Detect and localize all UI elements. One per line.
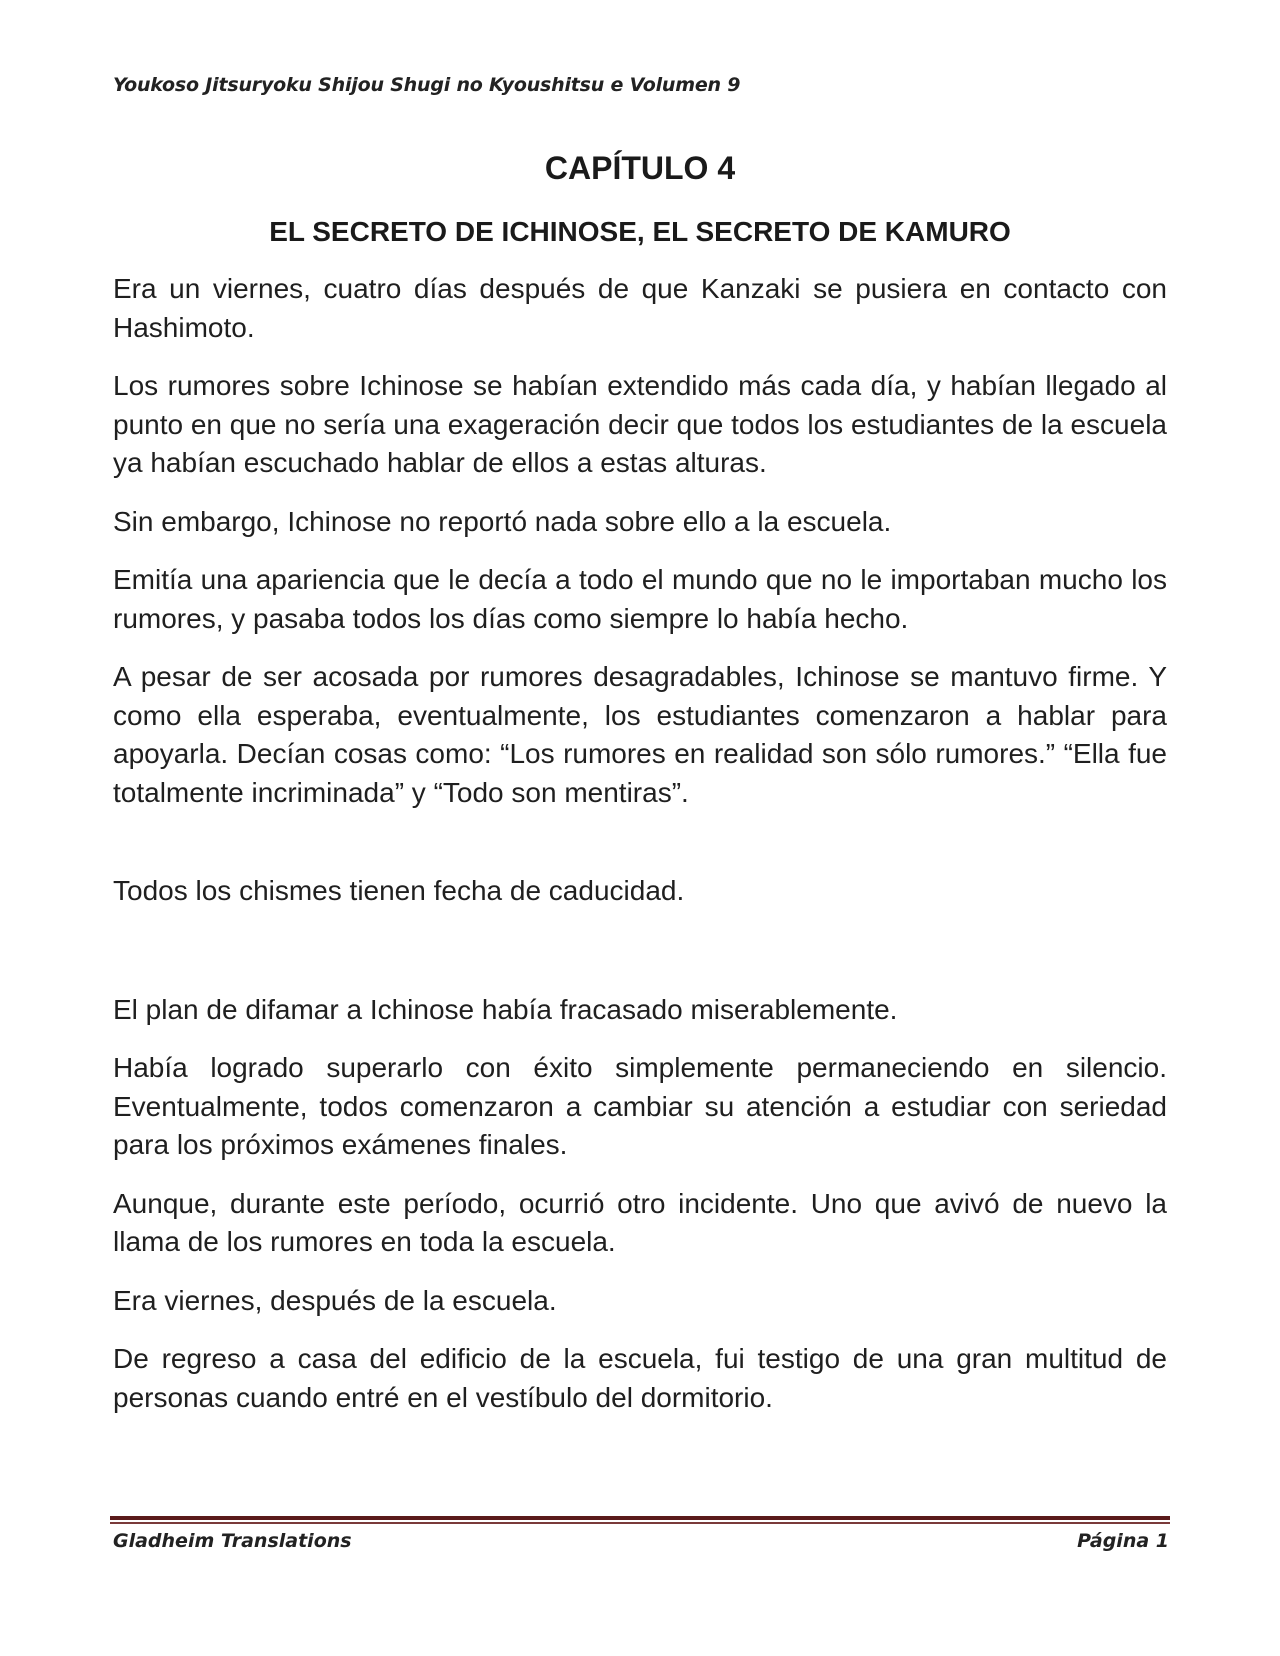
paragraph: Los rumores sobre Ichinose se habían extendido más cada día, y habían llegado al punto en que no sería una exageración decir que todos los estudiantes de la escuela ya habían escuchado hablar de ellos a estas alturas. xyxy=(113,370,1167,478)
paragraph: A pesar de ser acosada por rumores desagradables, Ichinose se mantuvo firme. Y como ella esperaba, eventualmente, los estudiantes comenzaron a hablar para apoyarla. Decían cosas como: “Los rumores en realidad son sólo rumores.” “Ella fue totalmente incriminada” y “Todo son mentiras”. xyxy=(113,661,1167,808)
paragraph: Era un viernes, cuatro días después de que Kanzaki se pusiera en contacto con Hashimoto. xyxy=(113,273,1167,343)
body-text xyxy=(113,270,1167,1437)
footer-publisher: Gladheim Translations xyxy=(113,1530,352,1552)
chapter-subtitle: EL SECRETO DE ICHINOSE, EL SECRETO DE KAMURO xyxy=(269,216,1011,247)
paragraph: Todos los chismes tienen fecha de caducidad. xyxy=(113,875,685,906)
paragraph: De regreso a casa del edificio de la escuela, fui testigo de una gran multitud de personas cuando entré en el vestíbulo del dormitorio. xyxy=(113,1343,1167,1413)
paragraph: Emitía una apariencia que le decía a todo el mundo que no le importaban mucho los rumores, y pasaba todos los días como siempre lo había hecho. xyxy=(113,564,1167,634)
footer-page-number: Página 1 xyxy=(1077,1530,1169,1552)
running-header: Youkoso Jitsuryoku Shijou Shugi no Kyoushitsu e Volumen 9 xyxy=(113,74,741,96)
paragraph: Aunque, durante este período, ocurrió otro incidente. Uno que avivó de nuevo la llama de los rumores en toda la escuela. xyxy=(113,1187,1167,1257)
chapter-title: CAPÍTULO 4 xyxy=(544,150,736,186)
footer-divider xyxy=(110,1516,1170,1520)
paragraph: El plan de difamar a Ichinose había fracasado miserablemente. xyxy=(113,993,898,1025)
paragraph: Era viernes, después de la escuela. xyxy=(113,1284,557,1316)
paragraph: Sin embargo, Ichinose no reportó nada sobre ello a la escuela. xyxy=(113,505,892,537)
paragraph: Había logrado superarlo con éxito simplemente permaneciendo en silencio. Eventualmente, todos comenzaron a cambiar su atención a estudiar con seriedad para los próximos exámenes finales. xyxy=(113,1052,1167,1160)
footer-divider-thin xyxy=(110,1522,1170,1524)
